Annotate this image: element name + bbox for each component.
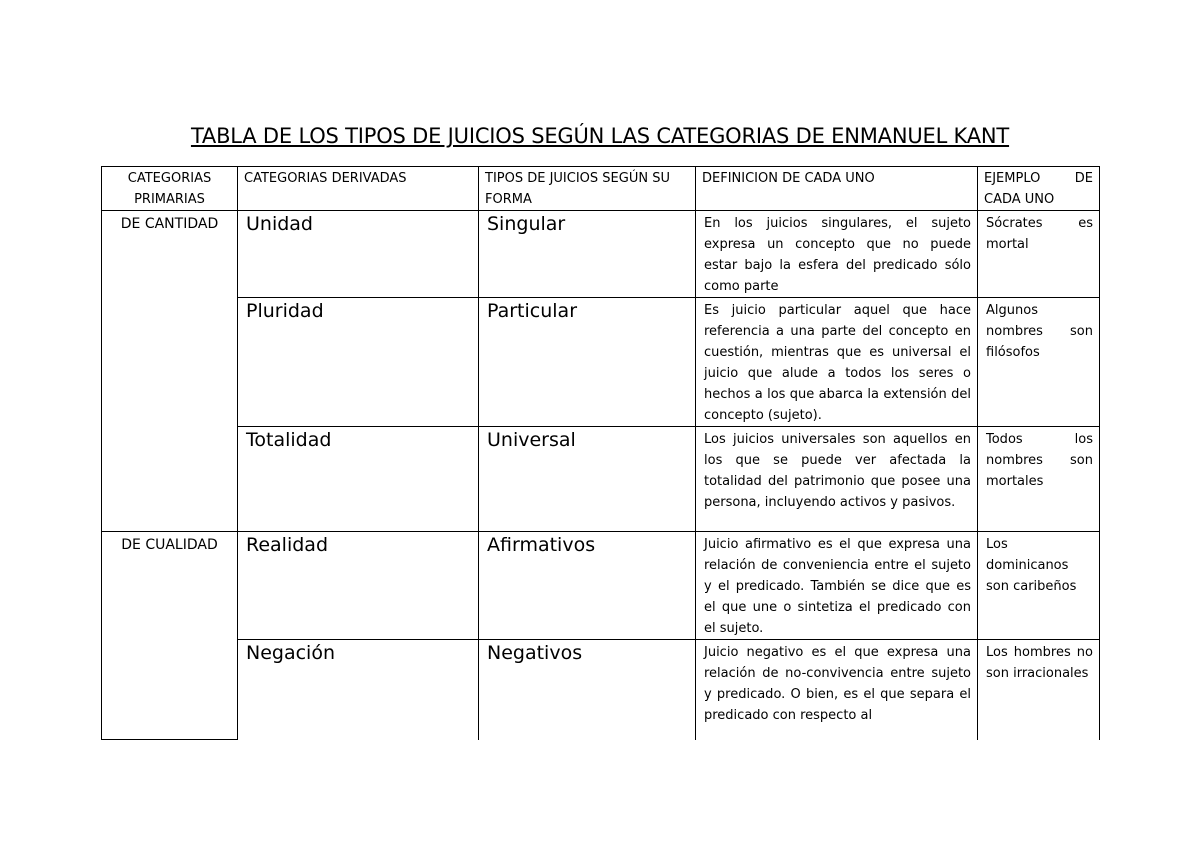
derived-category-cell: Pluridad bbox=[238, 298, 479, 427]
header-derived-categories: CATEGORIAS DERIVADAS bbox=[238, 167, 479, 211]
judgment-type-cell: Negativos bbox=[479, 640, 696, 740]
judgment-type-cell: Universal bbox=[479, 427, 696, 532]
primary-category-cell: DE CANTIDAD bbox=[102, 211, 238, 532]
example-cell: Todos los nombres son mortales bbox=[978, 427, 1100, 532]
example-cell: Sócrates es mortal bbox=[978, 211, 1100, 298]
example-cell: Algunos nombres son filósofos bbox=[978, 298, 1100, 427]
derived-category-cell: Unidad bbox=[238, 211, 479, 298]
table-row bbox=[102, 640, 1100, 740]
definition-cell: Juicio afirmativo es el que expresa una relación de conveniencia entre el sujeto y el predicado. También se dice que es el que une o sintetiza el predicado con el sujeto. bbox=[696, 532, 978, 640]
header-example: EJEMPLO DE CADA UNO bbox=[978, 167, 1100, 211]
definition-cell: Juicio negativo es el que expresa una relación de no-convivencia entre sujeto y predicado. O bien, es el que separa el predicado con respecto al bbox=[696, 640, 978, 740]
primary-category-cell: DE CUALIDAD bbox=[102, 532, 238, 740]
example-cell: Los hombres no son irracionales bbox=[978, 640, 1100, 740]
table-row bbox=[102, 532, 1100, 640]
judgment-type-cell: Particular bbox=[479, 298, 696, 427]
table-row bbox=[102, 211, 1100, 298]
derived-category-cell: Negación bbox=[238, 640, 479, 740]
judgment-type-cell: Afirmativos bbox=[479, 532, 696, 640]
definition-cell: Es juicio particular aquel que hace referencia a una parte del concepto en cuestión, mientras que es universal el juicio que alude a todos los seres o hechos a los que abarca la extensión del concepto (sujeto). bbox=[696, 298, 978, 427]
derived-category-cell: Realidad bbox=[238, 532, 479, 640]
table-row bbox=[102, 298, 1100, 427]
table-row bbox=[102, 427, 1100, 532]
header-definition: DEFINICION DE CADA UNO bbox=[696, 167, 978, 211]
derived-category-cell: Totalidad bbox=[238, 427, 479, 532]
table-header-row bbox=[102, 167, 1100, 211]
example-cell: Los dominicanos son caribeños bbox=[978, 532, 1100, 640]
judgment-type-cell: Singular bbox=[479, 211, 696, 298]
page-title: TABLA DE LOS TIPOS DE JUICIOS SEGÚN LAS CATEGORIAS DE ENMANUEL KANT bbox=[190, 124, 1010, 148]
judgments-table bbox=[101, 166, 1100, 740]
header-judgment-types: TIPOS DE JUICIOS SEGÚN SU FORMA bbox=[479, 167, 696, 211]
definition-cell: Los juicios universales son aquellos en los que se puede ver afectada la totalidad del patrimonio que posee una persona, incluyendo activos y pasivos. bbox=[696, 427, 978, 532]
header-primary-categories: CATEGORIAS PRIMARIAS bbox=[102, 167, 238, 211]
definition-cell: En los juicios singulares, el sujeto expresa un concepto que no puede estar bajo la esfera del predicado sólo como parte bbox=[696, 211, 978, 298]
judgments-table-container bbox=[101, 166, 1099, 723]
